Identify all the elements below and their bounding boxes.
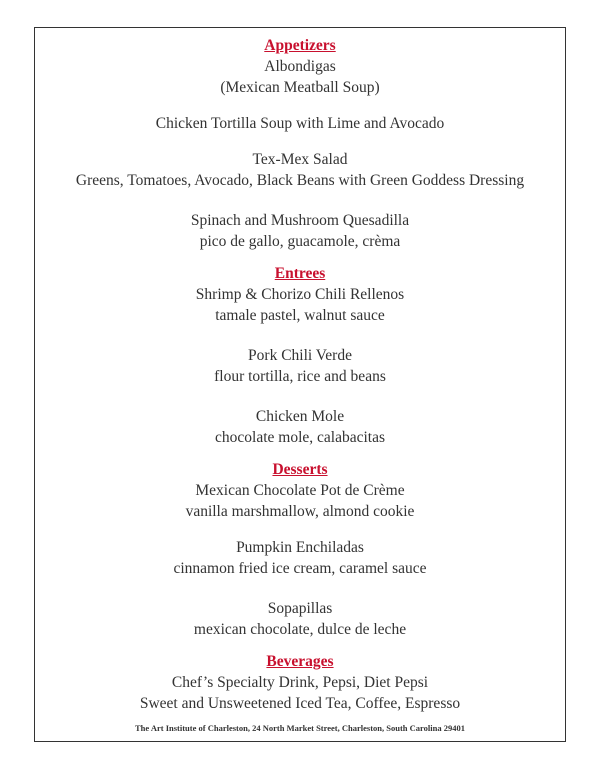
item-description: pico de gallo, guacamole, crèma bbox=[199, 233, 401, 250]
item-description: vanilla marshmallow, almond cookie bbox=[185, 503, 415, 520]
item-name: Spinach and Mushroom Quesadilla bbox=[190, 212, 410, 229]
item-description: flour tortilla, rice and beans bbox=[214, 368, 386, 385]
item-name: Sopapillas bbox=[267, 600, 333, 617]
menu-item bbox=[0, 284, 600, 326]
item-name: Pork Chili Verde bbox=[248, 347, 352, 364]
item-name: Chicken Mole bbox=[255, 408, 345, 425]
beverage-line: Chef’s Specialty Drink, Pepsi, Diet Pepsi bbox=[171, 674, 429, 691]
menu-item bbox=[0, 149, 600, 191]
footer-address: The Art Institute of Charleston, 24 North Market Street, Charleston, South Carolina 29401 bbox=[135, 723, 465, 733]
beverage-line: Sweet and Unsweetened Iced Tea, Coffee, Espresso bbox=[139, 695, 461, 712]
item-description: tamale pastel, walnut sauce bbox=[215, 307, 385, 324]
item-description: mexican chocolate, dulce de leche bbox=[193, 621, 407, 638]
menu-item bbox=[0, 406, 600, 448]
menu-item bbox=[0, 537, 600, 579]
item-name: Tex-Mex Salad bbox=[252, 151, 348, 168]
menu-item bbox=[0, 210, 600, 252]
item-description: chocolate mole, calabacitas bbox=[215, 429, 385, 446]
appetizers-heading: Appetizers bbox=[264, 37, 336, 54]
item-name: Shrimp & Chorizo Chili Rellenos bbox=[195, 286, 405, 303]
menu-content bbox=[0, 36, 600, 734]
menu-item bbox=[0, 480, 600, 522]
menu-item bbox=[0, 56, 600, 98]
item-name: Albondigas bbox=[264, 58, 336, 75]
menu-item bbox=[0, 113, 600, 134]
menu-item bbox=[0, 345, 600, 387]
item-name: Mexican Chocolate Pot de Crème bbox=[195, 482, 405, 499]
item-description: (Mexican Meatball Soup) bbox=[220, 79, 380, 96]
entrees-heading: Entrees bbox=[274, 265, 326, 282]
desserts-heading: Desserts bbox=[272, 461, 328, 478]
item-name: Pumpkin Enchiladas bbox=[236, 539, 364, 556]
item-description: Greens, Tomatoes, Avocado, Black Beans with Green Goddess Dressing bbox=[75, 172, 525, 189]
item-description: cinnamon fried ice cream, caramel sauce bbox=[173, 560, 427, 577]
beverages-heading: Beverages bbox=[266, 653, 334, 670]
menu-item bbox=[0, 598, 600, 640]
item-name: Chicken Tortilla Soup with Lime and Avocado bbox=[155, 115, 445, 132]
